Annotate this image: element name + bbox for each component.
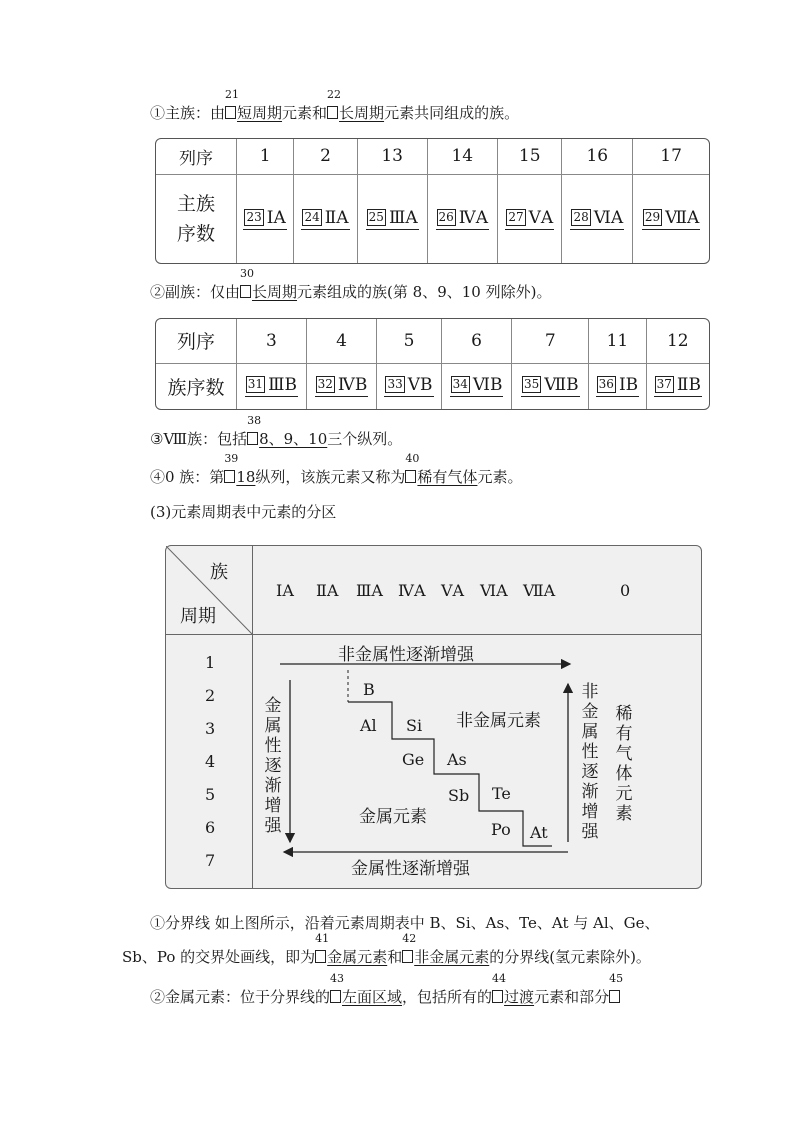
main-group-table: [155, 138, 710, 264]
answer-40: 40 稀有气体: [405, 452, 478, 486]
group-label: ⅣA: [398, 581, 426, 600]
table2-col: 4: [306, 319, 377, 363]
table1-col: 16: [562, 139, 633, 174]
element-si: Si: [406, 716, 423, 735]
answer-box-icon: [247, 432, 258, 445]
answer-21: 21 短周期: [225, 88, 283, 122]
table1-header-label: 列序: [156, 139, 237, 174]
table2-col: 6: [441, 319, 512, 363]
table2-col: 11: [589, 319, 646, 363]
group-label: ⅢA: [356, 581, 383, 600]
table2-col: 12: [646, 319, 709, 363]
main-group-line: ①主族：由 21 短周期元素和 22 长周期元素共同组成的族。: [150, 88, 520, 122]
period-label: 1: [205, 653, 216, 672]
table2-header-label: 列序: [156, 319, 237, 363]
section-heading: (3)元素周期表中元素的分区: [150, 503, 337, 521]
group-label: 0: [620, 581, 631, 600]
answer-42: 42 非金属元素: [402, 932, 490, 966]
answer-box-icon: [315, 950, 326, 963]
table2-answer-cell: 35 ⅦB: [512, 363, 589, 409]
period-label: 2: [205, 686, 216, 705]
group8-line: ③Ⅷ族：包括 38 8、9、10三个纵列。: [150, 414, 403, 448]
table2-answer-cell: 36 ⅠB: [589, 363, 646, 409]
periodic-table-zones-figure: [165, 545, 702, 889]
boundary-paragraph-line1: ①分界线 如上图所示，沿着元素周期表中 B、Si、As、Te、At 与 Al、Ge、: [150, 914, 660, 932]
right-arrow-label: 非金属性逐渐增强: [581, 682, 599, 842]
table1-col: 1: [237, 139, 294, 174]
element-sb: Sb: [448, 786, 470, 805]
answer-box-icon: [330, 990, 341, 1003]
answer-box-icon: [240, 285, 251, 298]
table1-answer-cell: 29 ⅦA: [633, 174, 709, 263]
metal-region-label: 金属元素: [359, 807, 427, 827]
table2-answer-cell: 37 ⅡB: [646, 363, 709, 409]
subgroup-table: [155, 318, 710, 410]
answer-22: 22 长周期: [327, 88, 385, 122]
answer-box-icon: [327, 106, 338, 119]
nonmetal-region-label: 非金属元素: [456, 711, 541, 731]
answer-44: 44 过渡: [492, 972, 535, 1006]
table2-col: 7: [512, 319, 589, 363]
element-po: Po: [491, 820, 511, 839]
answer-box-icon: [224, 470, 235, 483]
table1-col: 17: [633, 139, 709, 174]
element-te: Te: [492, 784, 511, 803]
noble-gas-label: 稀有气体元素: [615, 704, 633, 824]
table1-col: 14: [427, 139, 498, 174]
period-label: 5: [205, 785, 216, 804]
bottom-arrow-label: 金属性逐渐增强: [351, 859, 470, 879]
group0-line: ④0 族：第 39 18纵列，该族元素又称为 40 稀有气体元素。: [150, 452, 523, 486]
group-label: ⅠA: [276, 581, 294, 600]
answer-box-icon: [492, 990, 503, 1003]
table1-col: 15: [498, 139, 562, 174]
table1-answer-cell: 25 ⅢA: [357, 174, 427, 263]
corner-group-label: 族: [210, 562, 228, 583]
metal-paragraph: ②金属元素：位于分界线的 43 左面区域，包括所有的 44 过渡元素和部分 45: [150, 972, 624, 1006]
answer-30: 30 长周期: [240, 267, 298, 301]
boundary-paragraph-line2: Sb、Po 的交界处画线，即为 41 金属元素和 42 非金属元素的分界线(氢元素除外)。: [122, 932, 651, 966]
table2-answer-cell: 33 ⅤB: [377, 363, 441, 409]
period-label: 3: [205, 719, 216, 738]
element-at: At: [530, 823, 548, 842]
group-label: ⅤA: [441, 581, 465, 600]
answer-38: 38 8、9、10: [247, 414, 328, 448]
period-label: 4: [205, 752, 216, 771]
table1-col: 2: [294, 139, 358, 174]
table2-answer-cell: 31 ⅢB: [237, 363, 307, 409]
table1-col: 13: [357, 139, 427, 174]
answer-box-icon: [609, 990, 620, 1003]
period-label: 7: [205, 851, 216, 870]
table2-col: 3: [237, 319, 307, 363]
table1-answer-cell: 24 ⅡA: [294, 174, 358, 263]
top-arrow-label: 非金属性逐渐增强: [338, 645, 474, 665]
group-label: ⅡA: [316, 581, 339, 600]
answer-39: 39 18: [224, 452, 256, 486]
table1-row-label: 主族 序数: [156, 174, 237, 263]
period-label: 6: [205, 818, 216, 837]
left-arrow-label: 金属性逐渐增强: [264, 696, 282, 836]
table2-answer-cell: 32 ⅣB: [306, 363, 377, 409]
answer-43: 43 左面区域: [330, 972, 403, 1006]
element-al: Al: [360, 716, 377, 735]
element-as: As: [447, 750, 467, 769]
table1-answer-cell: 23 ⅠA: [237, 174, 294, 263]
group-label: ⅦA: [523, 581, 556, 600]
table2-col: 5: [377, 319, 441, 363]
table1-answer-cell: 27 ⅤA: [498, 174, 562, 263]
element-ge: Ge: [402, 750, 425, 769]
answer-box-icon: [225, 106, 236, 119]
answer-box-icon: [402, 950, 413, 963]
corner-period-label: 周期: [180, 606, 216, 627]
table1-answer-cell: 26 ⅣA: [427, 174, 498, 263]
group-label: ⅥA: [480, 581, 508, 600]
table2-answer-cell: 34 ⅥB: [441, 363, 512, 409]
answer-41: 41 金属元素: [315, 932, 388, 966]
answer-45: 45: [609, 986, 621, 1008]
subgroup-line: ②副族：仅由 30 长周期元素组成的族(第 8、9、10 列除外)。: [150, 267, 552, 301]
table2-row-label: 族序数: [156, 363, 237, 409]
answer-box-icon: [405, 470, 416, 483]
table1-answer-cell: 28 ⅥA: [562, 174, 633, 263]
element-b: B: [363, 680, 375, 699]
